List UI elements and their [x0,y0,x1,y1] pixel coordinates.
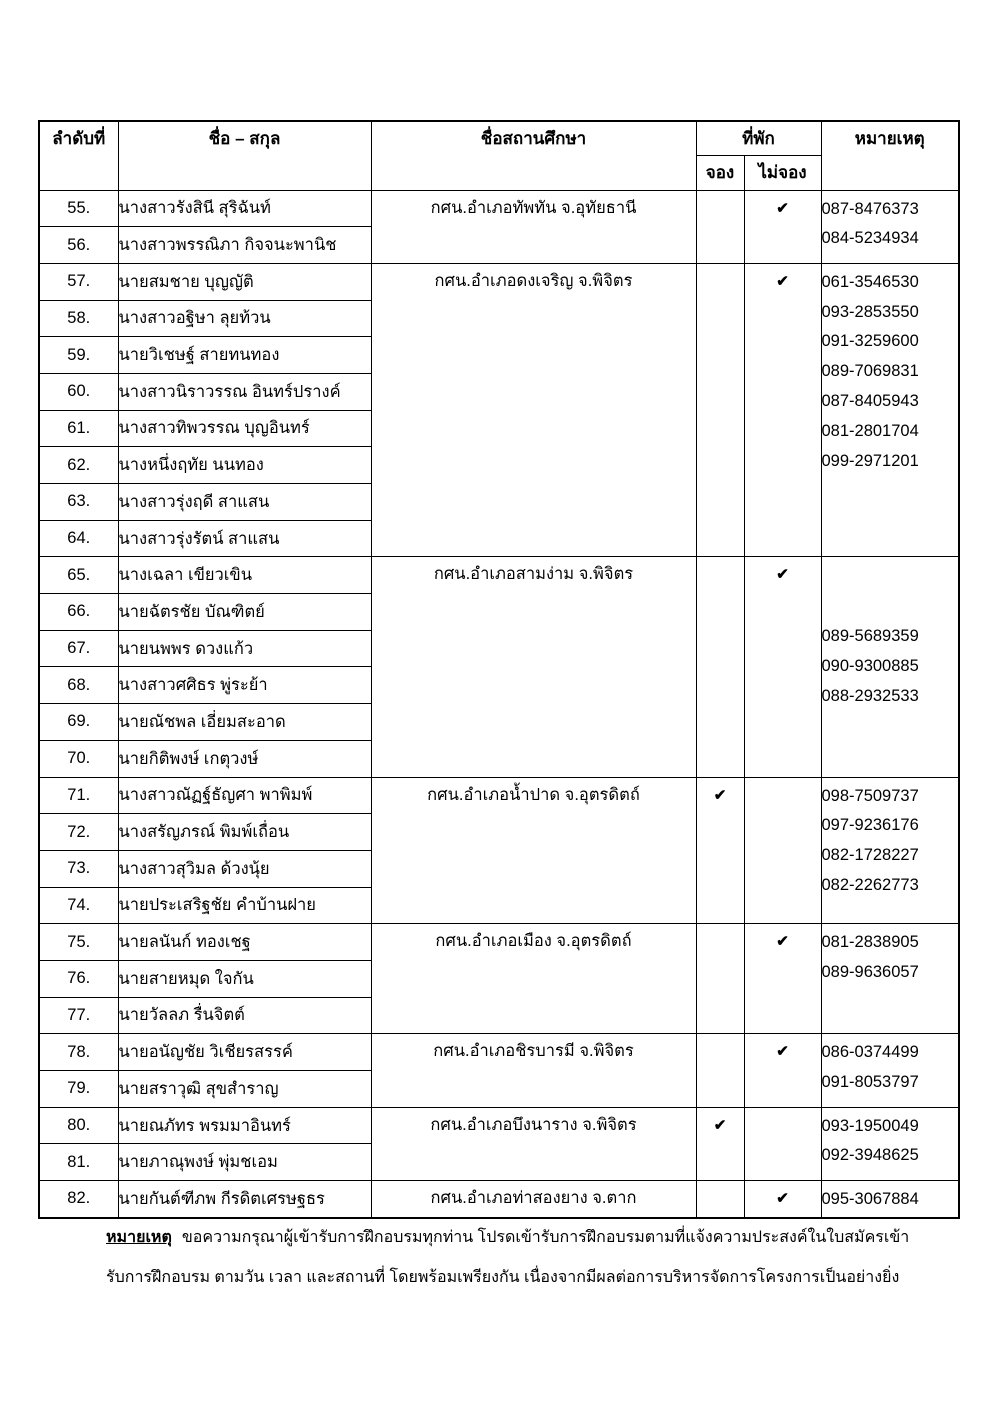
name-cell: นายภาณุพงษ์ พุ่มชเอม [118,1144,371,1181]
remark-cell [821,1107,959,1180]
row-number-cell: 67. [39,630,118,667]
table-row [39,1034,959,1071]
header-name: ชื่อ – สกุล [118,121,371,190]
row-number-cell: 59. [39,337,118,374]
booked-tick-cell [696,1034,744,1107]
checkmark-icon: ✔ [776,272,789,290]
remark-cell [821,1034,959,1107]
phone-number: 081-2838905 [821,933,919,952]
row-number-cell: 76. [39,960,118,997]
not-booked-tick-cell [744,190,821,263]
phone-list [822,1034,959,1098]
name-cell: นางสาวศศิธร พู่ระย้า [118,667,371,704]
phone-list [822,924,959,988]
row-number-cell: 57. [39,263,118,300]
name-cell: นางสาวอฐิษา ลุยท้วน [118,300,371,337]
booked-tick-cell [696,1107,744,1180]
checkmark-icon: ✔ [776,566,789,584]
row-number-cell: 70. [39,740,118,777]
phone-list [822,778,959,901]
not-booked-tick-cell [744,924,821,1034]
name-cell: นางสาวทิพวรรณ บุญอินทร์ [118,410,371,447]
row-number-cell: 64. [39,520,118,557]
phone-number: 095-3067884 [821,1190,919,1209]
name-cell: นายวิเชษฐ์ สายทนทอง [118,337,371,374]
row-number-cell: 72. [39,814,118,851]
name-cell: นายณัชพล เอี่ยมสะอาด [118,704,371,741]
row-number-cell: 69. [39,704,118,741]
school-cell: กศน.อำเภอทัพทัน จ.อุทัยธานี [371,190,696,263]
name-cell: นายอนัญชัย วิเชียรสรรค์ [118,1034,371,1071]
school-cell: กศน.อำเภอน้ำปาด จ.อุตรดิตถ์ [371,777,696,924]
row-number-cell: 62. [39,447,118,484]
name-cell: นางเฉลา เขียวเขิน [118,557,371,594]
phone-list [822,622,959,711]
booked-tick-cell [696,777,744,924]
table-row [39,1181,959,1218]
name-cell: นางหนึ่งฤทัย นนทอง [118,447,371,484]
name-cell: นางสาวนิราวรรณ อินทร์ปรางค์ [118,373,371,410]
phone-number: 090-9300885 [821,657,919,676]
school-cell: กศน.อำเภอสามง่าม จ.พิจิตร [371,557,696,777]
name-cell: นายกิติพงษ์ เกตุวงษ์ [118,740,371,777]
booked-tick-cell [696,263,744,557]
phone-number: 091-8053797 [821,1073,919,1092]
phone-list [822,264,959,477]
row-number-cell: 74. [39,887,118,924]
name-cell: นายวัลลภ รื่นจิตต์ [118,997,371,1034]
school-cell: กศน.อำเภอบึงนาราง จ.พิจิตร [371,1107,696,1180]
school-cell: กศน.อำเภอชิรบารมี จ.พิจิตร [371,1034,696,1107]
name-cell: นางสาวพรรณิภา กิจจนะพานิช [118,227,371,264]
table-body [39,190,959,1218]
footnote [106,1218,910,1298]
row-number-cell: 58. [39,300,118,337]
phone-number: 061-3546530 [821,272,919,291]
row-number-cell: 61. [39,410,118,447]
booked-tick-cell [696,1181,744,1218]
phone-number: 082-2262773 [821,875,919,894]
name-cell: นายสราวุฒิ สุขสำราญ [118,1071,371,1108]
header-no: ลำดับที่ [39,121,118,190]
phone-number: 093-2853550 [821,302,919,321]
row-number-cell: 73. [39,850,118,887]
school-cell: กศน.อำเภอดงเจริญ จ.พิจิตร [371,263,696,557]
not-booked-tick-cell [744,1034,821,1107]
remark-cell [821,924,959,1034]
row-number-cell: 66. [39,594,118,631]
checkmark-icon: ✔ [776,199,789,217]
row-number-cell: 81. [39,1144,118,1181]
phone-list [822,1181,959,1215]
booked-tick-cell [696,190,744,263]
row-number-cell: 82. [39,1181,118,1218]
checkmark-icon: ✔ [713,786,727,804]
remark-cell [821,190,959,263]
booked-tick-cell [696,557,744,777]
school-cell: กศน.อำเภอท่าสองยาง จ.ตาก [371,1181,696,1218]
remark-cell [821,1181,959,1218]
row-number-cell: 71. [39,777,118,814]
row-number-cell: 75. [39,924,118,961]
name-cell: นายกันต์ฑีภพ กีรดิตเศรษฐธร [118,1181,371,1218]
name-cell: นายณภัทร พรมมาอินทร์ [118,1107,371,1144]
checkmark-icon: ✔ [776,1190,789,1208]
row-number-cell: 78. [39,1034,118,1071]
row-number-cell: 63. [39,484,118,521]
row-number-cell: 56. [39,227,118,264]
header-school: ชื่อสถานศึกษา [371,121,696,190]
footnote-text-2: รับการฝึกอบรม ตามวัน เวลา และสถานที่ โดยพร้อมเพรียงกัน เนื่องจากมีผลต่อการบริหารจัดการโครงการเป็นอย่างยิ่ง [106,1269,900,1286]
phone-number: 089-7069831 [821,362,919,381]
checkmark-icon: ✔ [713,1116,727,1134]
name-cell: นางสาวณัฏฐ์ธัญศา พาพิมพ์ [118,777,371,814]
name-cell: นายสายหมุด ใจกัน [118,960,371,997]
not-booked-tick-cell [744,557,821,777]
footnote-line-2 [106,1258,906,1298]
remark-cell [821,777,959,924]
participants-table [38,120,960,1219]
phone-number: 088-2932533 [821,686,919,705]
footnote-line-1 [106,1218,910,1258]
booked-tick-cell [696,924,744,1034]
phone-number: 092-3948625 [821,1146,919,1165]
phone-number: 086-0374499 [821,1043,919,1062]
phone-number: 099-2971201 [821,451,919,470]
header-booked: จอง [696,155,744,190]
row-number-cell: 55. [39,190,118,227]
phone-number: 098-7509737 [821,786,919,805]
table-row [39,190,959,227]
phone-number: 087-8405943 [821,392,919,411]
phone-number: 089-5689359 [821,627,919,646]
table-row [39,1107,959,1144]
name-cell: นางสรัญภรณ์ พิมพ์เถื่อน [118,814,371,851]
not-booked-tick-cell [744,777,821,924]
name-cell: นางสาวรังสินี สุริฉันท์ [118,190,371,227]
checkmark-icon: ✔ [776,933,789,951]
row-number-cell: 77. [39,997,118,1034]
name-cell: นายสมชาย บุญญัติ [118,263,371,300]
phone-number: 084-5234934 [821,229,919,248]
name-cell: นายประเสริฐชัย คำบ้านฝาย [118,887,371,924]
name-cell: นายลนันก์ ทองเชฐ [118,924,371,961]
header-remark: หมายเหตุ [821,121,959,190]
table-row [39,924,959,961]
phone-number: 093-1950049 [821,1116,919,1135]
table-row [39,777,959,814]
name-cell: นางสาวรุ่งรัตน์ สาแสน [118,520,371,557]
checkmark-icon: ✔ [776,1043,789,1061]
footnote-text-1: ขอความกรุณาผู้เข้ารับการฝึกอบรมทุกท่าน โปรดเข้ารับการฝึกอบรมตามที่แจ้งความประสงค์ในใบสมัครเข้า [181,1229,910,1246]
row-number-cell: 60. [39,373,118,410]
table-header [39,121,959,190]
phone-number: 082-1728227 [821,846,919,865]
phone-number: 091-3259600 [821,332,919,351]
phone-number: 097-9236176 [821,816,919,835]
phone-list [822,191,959,255]
row-number-cell: 68. [39,667,118,704]
phone-number: 089-9636057 [821,963,919,982]
not-booked-tick-cell [744,1107,821,1180]
name-cell: นางสาวรุ่งฤดี สาแสน [118,484,371,521]
table-row [39,263,959,300]
name-cell: นายนพพร ดวงแก้ว [118,630,371,667]
school-cell: กศน.อำเภอเมือง จ.อุตรดิตถ์ [371,924,696,1034]
not-booked-tick-cell [744,263,821,557]
header-accommodation: ที่พัก [696,121,821,155]
row-number-cell: 65. [39,557,118,594]
name-cell: นายฉัตรชัย บัณฑิตย์ [118,594,371,631]
phone-number: 087-8476373 [821,199,919,218]
remark-cell [821,557,959,777]
header-not-booked: ไม่จอง [744,155,821,190]
row-number-cell: 80. [39,1107,118,1144]
phone-list [822,1108,959,1172]
row-number-cell: 79. [39,1071,118,1108]
table-row [39,557,959,594]
remark-cell [821,263,959,557]
footnote-label: หมายเหตุ [106,1229,172,1246]
phone-number: 081-2801704 [821,421,919,440]
name-cell: นางสาวสุวิมล ด้วงนุ้ย [118,850,371,887]
not-booked-tick-cell [744,1181,821,1218]
